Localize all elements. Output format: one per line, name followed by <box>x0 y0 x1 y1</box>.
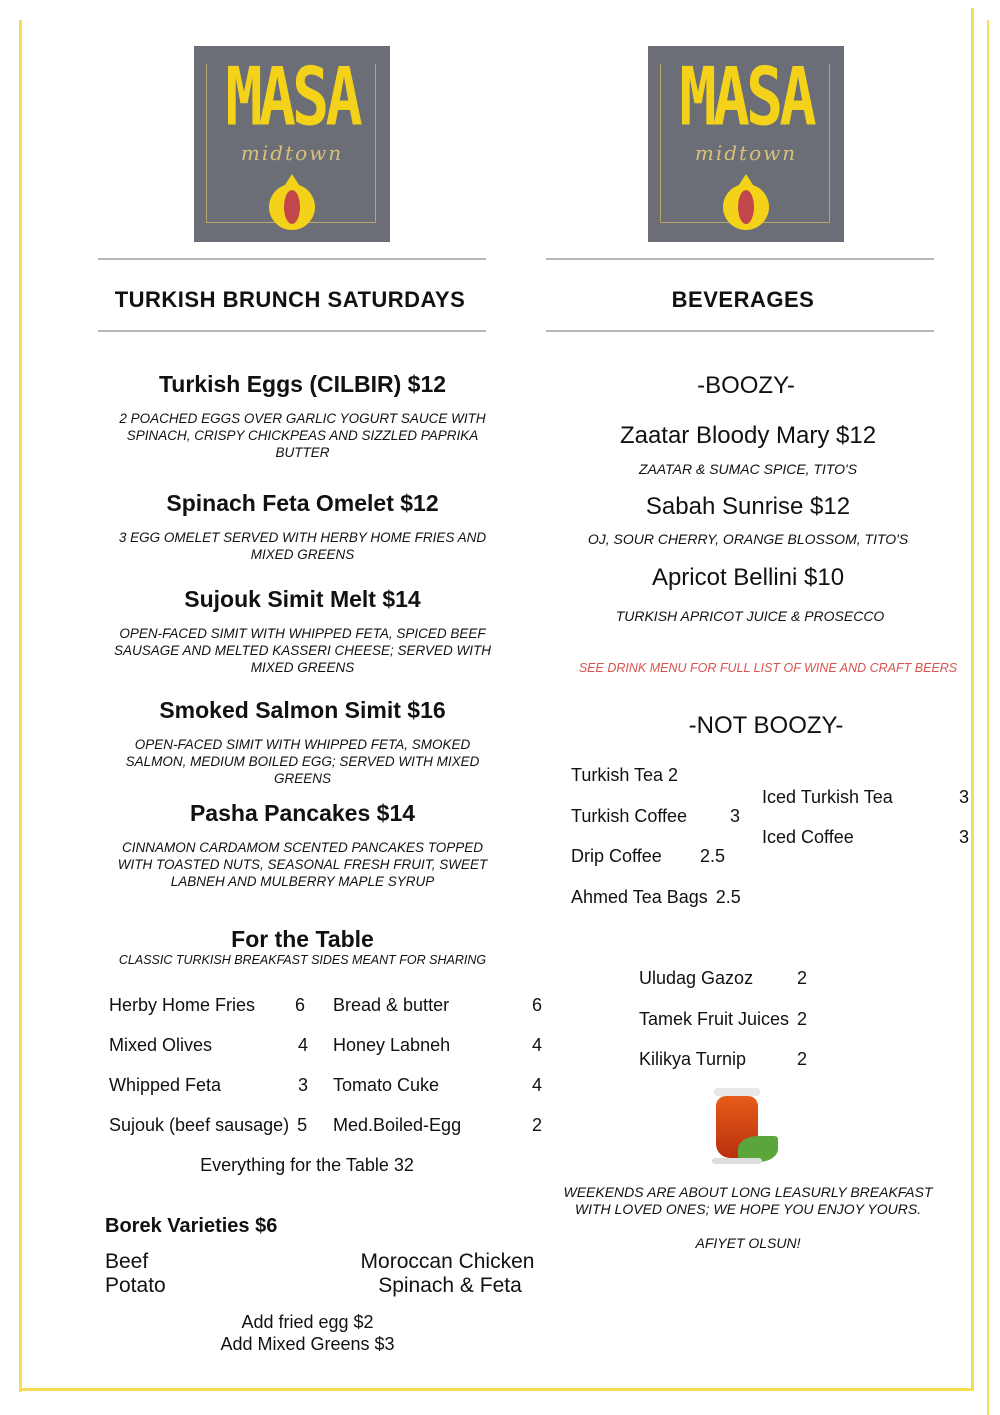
price-row <box>333 995 542 1016</box>
item-name: Iced Turkish Tea <box>762 787 893 807</box>
borek-title: Borek Varieties $6 <box>105 1215 278 1237</box>
price-row <box>109 1035 308 1056</box>
item-price: 4 <box>531 1035 542 1055</box>
item-price: 3 <box>297 1075 308 1095</box>
item-price: 2 <box>797 1008 808 1029</box>
drink-desc: OJ, SOUR CHERRY, ORANGE BLOSSOM, TITO'S <box>587 531 909 547</box>
dish-title: Sujouk Simit Melt $14 <box>184 586 421 612</box>
item-price: 3 <box>729 805 740 826</box>
dish-desc: 2 POACHED EGGS OVER GARLIC YOGURT SAUCE WITH SPINACH, CRISPY CHICKPEAS AND SIZZLED PAPRIKA BUTTER <box>119 411 486 460</box>
item-price: 3 <box>958 787 969 807</box>
price-row <box>639 1049 807 1070</box>
item-price: 2 <box>796 968 807 988</box>
dish <box>100 585 505 676</box>
item-name: Kilikya Turnip <box>639 1049 747 1069</box>
boozy-label: -BOOZY- <box>697 372 795 399</box>
turkish-tea-glass-icon <box>708 1088 766 1168</box>
item-name: Tamek Fruit Juices <box>639 1008 790 1029</box>
page-border-outer-right <box>987 20 989 1415</box>
closing-note: WEEKENDS ARE ABOUT LONG LEASURLY BREAKFAST WITH LOVED ONES; WE HOPE YOU ENJOY YOURS. <box>563 1184 933 1217</box>
item-name: Herby Home Fries <box>109 995 256 1015</box>
borek-item: Spinach & Feta <box>378 1274 522 1297</box>
item-name: Sujouk (beef sausage) <box>109 1115 290 1135</box>
item-name: Med.Boiled-Egg <box>333 1115 462 1135</box>
price-row <box>109 1075 308 1096</box>
dish <box>100 696 505 787</box>
item-name: Turkish Coffee <box>571 805 688 826</box>
price-row <box>333 1115 542 1136</box>
everything-for-table: Everything for the Table 32 <box>200 1155 414 1175</box>
dish-title: Turkish Eggs (CILBIR) $12 <box>158 371 447 397</box>
addon: Add Mixed Greens $3 <box>220 1334 395 1354</box>
dish-desc: CINNAMON CARDAMOM SCENTED PANCAKES TOPPED WITH TOASTED NUTS, SEASONAL FRESH FRUIT, SWEET LABNEH AND MULBERRY MAPLE SYRUP <box>117 840 488 889</box>
page-border-bottom <box>19 1388 974 1391</box>
price-row <box>762 787 969 808</box>
price-row <box>762 827 969 848</box>
borek-item: Beef <box>105 1250 149 1273</box>
price-row <box>109 1115 307 1136</box>
dish <box>100 489 505 563</box>
pomegranate-icon <box>723 184 769 230</box>
price-row <box>333 1075 542 1096</box>
price-row <box>639 968 807 989</box>
not-boozy-label: -NOT BOOZY- <box>688 712 844 739</box>
item-price: 2 <box>668 765 679 785</box>
item-price: 4 <box>531 1075 542 1095</box>
item-name: Iced Coffee <box>762 827 854 847</box>
item-price: 2 <box>531 1115 542 1135</box>
drink-desc: ZAATAR & SUMAC SPICE, TITO'S <box>638 461 858 477</box>
price-row <box>333 1035 542 1056</box>
price-row <box>639 1009 807 1030</box>
item-name: Honey Labneh <box>333 1035 451 1055</box>
drink-name: Apricot Bellini $10 <box>651 564 845 591</box>
page-border-left <box>19 20 22 1392</box>
section-title-beverages: BEVERAGES <box>671 287 815 312</box>
item-price: 2.5 <box>715 886 741 907</box>
borek-item: Moroccan Chicken <box>360 1250 535 1273</box>
dish-list <box>100 370 505 890</box>
item-price: 2.5 <box>699 846 725 866</box>
logo-right: MASA midtown <box>648 46 844 242</box>
divider <box>546 258 934 260</box>
item-name: Mixed Olives <box>109 1035 213 1055</box>
table-title: For the Table <box>231 926 374 952</box>
price-row <box>109 995 305 1016</box>
signoff: AFIYET OLSUN! <box>695 1235 801 1251</box>
item-name: Ahmed Tea Bags <box>571 886 708 907</box>
dish-desc: OPEN-FACED SIMIT WITH WHIPPED FETA, SPICED BEEF SAUSAGE AND MELTED KASSERI CHEESE; SERVED WITH MIXED GREENS <box>113 626 492 675</box>
item-name: Uludag Gazoz <box>639 968 754 988</box>
dish-title: Pasha Pancakes $14 <box>189 800 416 826</box>
logo-left: MASA midtown <box>194 46 390 242</box>
page-border-right <box>971 8 974 1391</box>
item-price: 5 <box>297 1115 308 1135</box>
item-name: Bread & butter <box>333 995 450 1015</box>
section-title-brunch: TURKISH BRUNCH SATURDAYS <box>114 287 466 312</box>
price-row <box>571 765 678 786</box>
item-name: Whipped Feta <box>109 1075 222 1095</box>
item-price: 6 <box>294 995 305 1015</box>
drink-menu-note: SEE DRINK MENU FOR FULL LIST OF WINE AND CRAFT BEERS <box>578 661 958 675</box>
price-row <box>571 887 741 908</box>
item-name: Turkish Tea <box>571 765 664 785</box>
divider <box>546 330 934 332</box>
pomegranate-icon <box>269 184 315 230</box>
item-price: 2 <box>796 1049 807 1069</box>
price-row <box>571 846 725 867</box>
item-name: Tomato Cuke <box>333 1075 440 1095</box>
addon: Add fried egg $2 <box>241 1312 374 1332</box>
divider <box>98 258 486 260</box>
dish-desc: 3 EGG OMELET SERVED WITH HERBY HOME FRIES AND MIXED GREENS <box>118 530 487 562</box>
price-row <box>571 806 740 827</box>
divider <box>98 330 486 332</box>
dish <box>100 799 505 890</box>
table-subtitle: CLASSIC TURKISH BREAKFAST SIDES MEANT FOR SHARING <box>118 953 487 967</box>
drink-name: Zaatar Bloody Mary $12 <box>619 422 877 449</box>
item-name: Drip Coffee <box>571 846 662 866</box>
dish-desc: OPEN-FACED SIMIT WITH WHIPPED FETA, SMOKED SALMON, MEDIUM BOILED EGG; SERVED WITH MIXED GREENS <box>125 737 480 786</box>
dish-title: Smoked Salmon Simit $16 <box>159 697 446 723</box>
item-price: 6 <box>531 995 542 1015</box>
drink-name: Sabah Sunrise $12 <box>645 493 851 520</box>
dish <box>100 370 505 461</box>
drink-desc: TURKISH APRICOT JUICE & PROSECCO <box>615 608 885 624</box>
dish-title: Spinach Feta Omelet $12 <box>166 490 439 516</box>
borek-item: Potato <box>105 1274 166 1297</box>
item-price: 4 <box>297 1035 308 1055</box>
item-price: 3 <box>958 827 969 847</box>
